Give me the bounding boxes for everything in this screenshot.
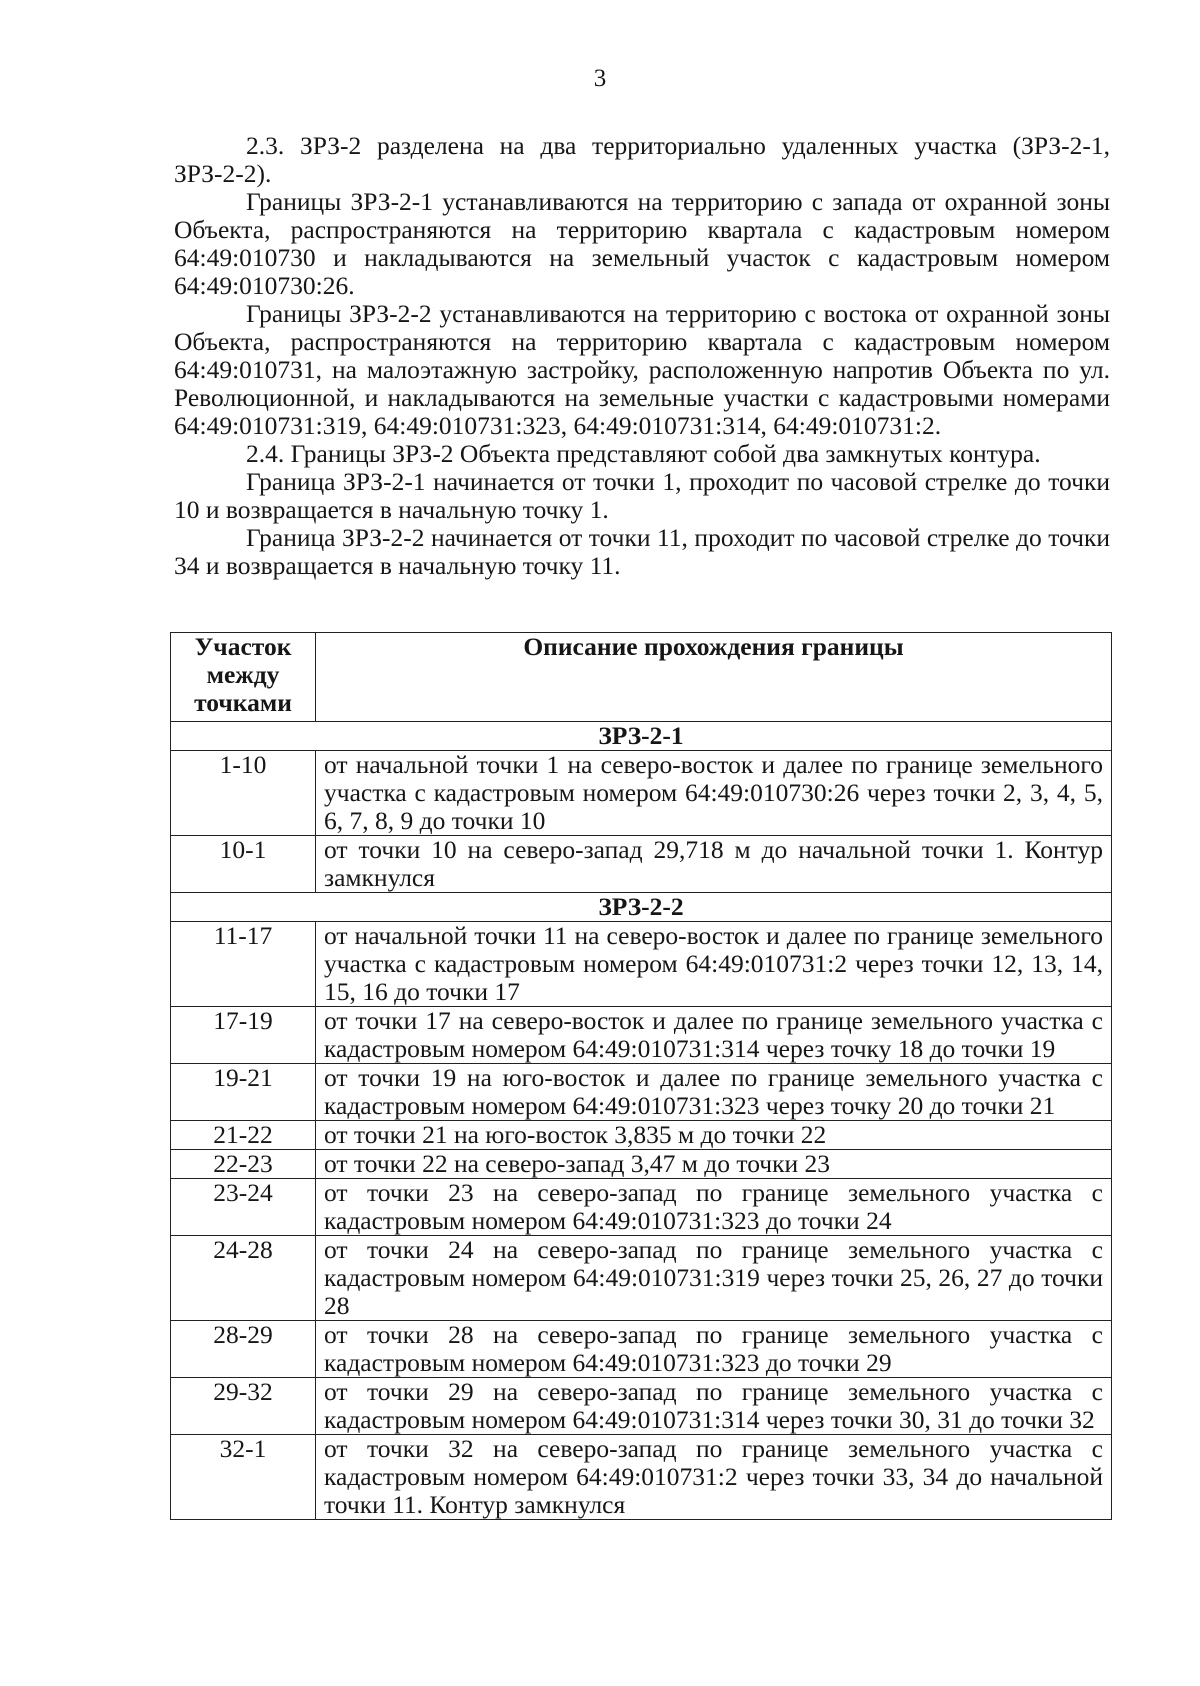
table-row (171, 751, 1112, 836)
zone-2-title: ЗРЗ-2-2 (171, 893, 1112, 922)
segment-cell: 19-21 (171, 1064, 316, 1121)
segment-cell: 32-1 (171, 1435, 316, 1520)
boundary-description-table (170, 632, 1112, 1520)
table-row (171, 1378, 1112, 1435)
document-body (174, 132, 1110, 580)
zone-2-section (171, 893, 1112, 1520)
description-cell: от точки 29 на северо-запад по границе земельного участка с кадастровым номером 64:49:010731:314 через точки 30, 31 до точки 32 (316, 1378, 1112, 1435)
page-number: 3 (593, 65, 607, 92)
paragraph-zrz-2-1-contour: Граница ЗРЗ-2-1 начинается от точки 1, проходит по часовой стрелке до точки 10 и возвращается в начальную точку 1. (174, 467, 1110, 524)
description-cell: от точки 24 на северо-запад по границе земельного участка с кадастровым номером 64:49:010731:319 через точки 25, 26, 27 до точки 28 (316, 1236, 1112, 1321)
table-row (171, 1007, 1112, 1064)
paragraph-zrz-2-2-boundaries: Границы ЗРЗ-2-2 устанавливаются на территорию с востока от охранной зоны Объекта, распространяются на территорию квартала с кадастровым номером 64:49:010731, на малоэтажную застройку, расположенную напротив Объекта по ул. Революционной, и накладываются на земельные участки с кадастровыми номерами 64:49:010731:319, 64:49:010731:323, 64:49:010731:314, 64:49:010731:2. (174, 299, 1110, 440)
description-cell: от начальной точки 1 на северо-восток и далее по границе земельного участка с кадастровым номером 64:49:010730:26 через точки 2, 3, 4, 5, 6, 7, 8, 9 до точки 10 (316, 751, 1112, 836)
description-cell: от точки 10 на северо-запад 29,718 м до начальной точки 1. Контур замкнулся (316, 836, 1112, 893)
table-header-row (171, 633, 1112, 722)
paragraph-zrz-2-2-contour: Граница ЗРЗ-2-2 начинается от точки 11, проходит по часовой стрелке до точки 34 и возвращается в начальную точку 11. (174, 523, 1110, 580)
segment-cell: 23-24 (171, 1179, 316, 1236)
table-row (171, 1236, 1112, 1321)
zone-1-title: ЗРЗ-2-1 (171, 722, 1112, 751)
table-row (171, 1150, 1112, 1179)
table-row (171, 1321, 1112, 1378)
segment-cell: 28-29 (171, 1321, 316, 1378)
paragraph-2-4: 2.4. Границы ЗРЗ-2 Объекта представляют собой два замкнутых контура. (246, 439, 1041, 468)
description-cell: от начальной точки 11 на северо-восток и далее по границе земельного участка с кадастровым номером 64:49:010731:2 через точки 12, 13, 14, 15, 16 до точки 17 (316, 922, 1112, 1007)
segment-cell: 1-10 (171, 751, 316, 836)
segment-cell: 24-28 (171, 1236, 316, 1321)
table-row (171, 1064, 1112, 1121)
header-segment: Участок между точками (171, 633, 316, 722)
segment-cell: 17-19 (171, 1007, 316, 1064)
segment-cell: 10-1 (171, 836, 316, 893)
description-cell: от точки 17 на северо-восток и далее по границе земельного участка с кадастровым номером 64:49:010731:314 через точку 18 до точки 19 (316, 1007, 1112, 1064)
description-cell: от точки 19 на юго-восток и далее по границе земельного участка с кадастровым номером 64:49:010731:323 через точку 20 до точки 21 (316, 1064, 1112, 1121)
table-row (171, 836, 1112, 893)
zone-heading-row (171, 722, 1112, 751)
segment-cell: 29-32 (171, 1378, 316, 1435)
description-cell: от точки 32 на северо-запад по границе земельного участка с кадастровым номером 64:49:010731:2 через точки 33, 34 до начальной точки 11. Контур замкнулся (316, 1435, 1112, 1520)
description-cell: от точки 21 на юго-восток 3,835 м до точки 22 (316, 1121, 1112, 1150)
description-cell: от точки 28 на северо-запад по границе земельного участка с кадастровым номером 64:49:010731:323 до точки 29 (316, 1321, 1112, 1378)
header-description: Описание прохождения границы (316, 633, 1112, 722)
table-row (171, 1179, 1112, 1236)
segment-cell: 21-22 (171, 1121, 316, 1150)
zone-heading-row (171, 893, 1112, 922)
segment-cell: 22-23 (171, 1150, 316, 1179)
table-row (171, 1435, 1112, 1520)
paragraph-2-3: 2.3. ЗРЗ-2 разделена на два территориально удаленных участка (ЗРЗ-2-1, ЗРЗ-2-2). (174, 131, 1110, 188)
segment-cell: 11-17 (171, 922, 316, 1007)
table-row (171, 922, 1112, 1007)
paragraph-zrz-2-1-boundaries: Границы ЗРЗ-2-1 устанавливаются на территорию с запада от охранной зоны Объекта, распространяются на территорию квартала с кадастровым номером 64:49:010730 и накладываются на земельный участок с кадастровым номером 64:49:010730:26. (174, 187, 1110, 300)
description-cell: от точки 23 на северо-запад по границе земельного участка с кадастровым номером 64:49:010731:323 до точки 24 (316, 1179, 1112, 1236)
description-cell: от точки 22 на северо-запад 3,47 м до точки 23 (316, 1150, 1112, 1179)
table-row (171, 1121, 1112, 1150)
zone-1-section (171, 722, 1112, 893)
